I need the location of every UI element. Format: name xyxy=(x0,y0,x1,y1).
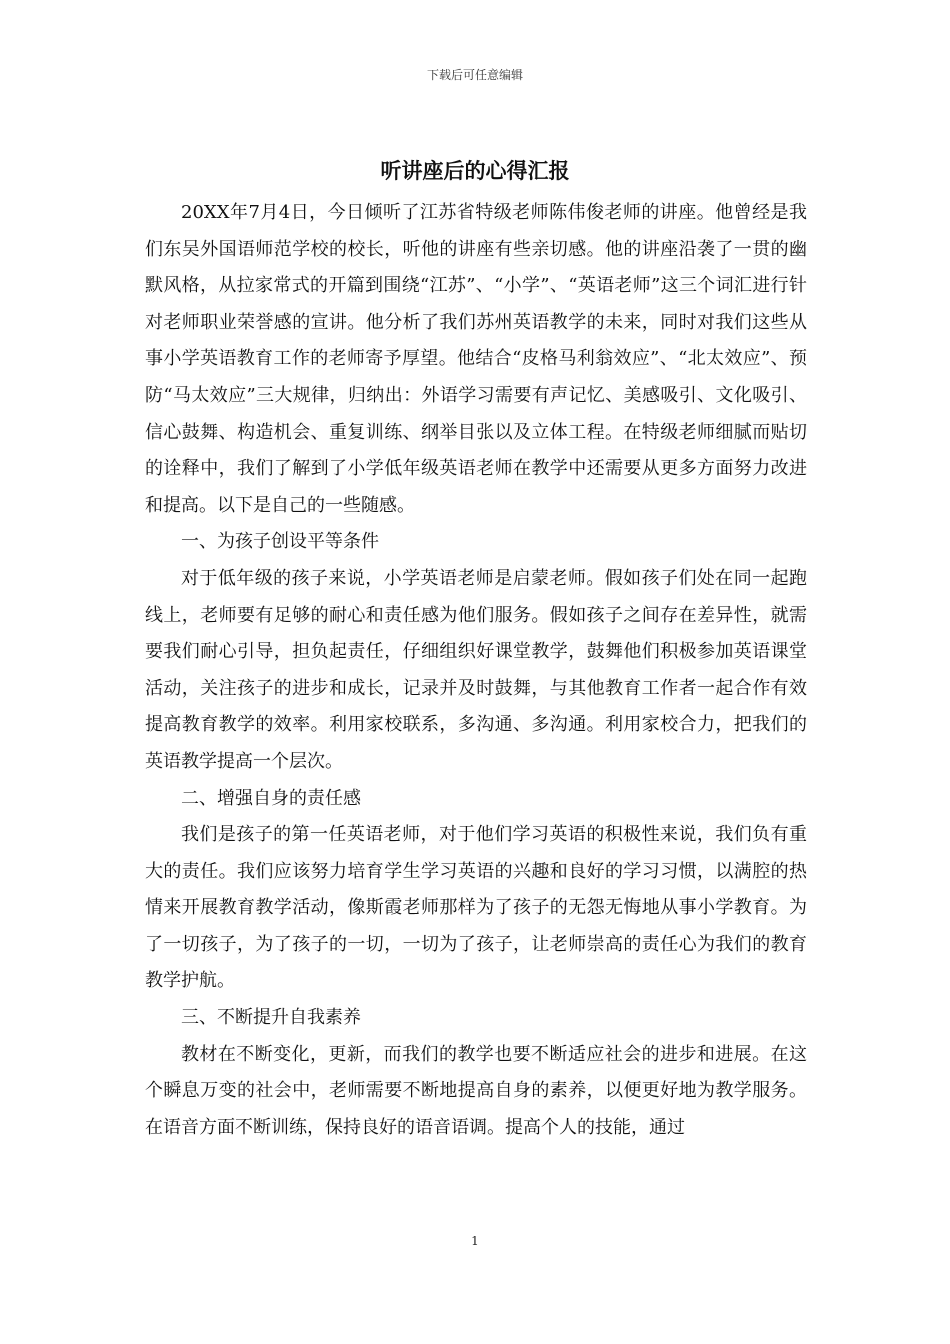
page-header-note: 下载后可任意编辑 xyxy=(426,68,523,82)
document-body xyxy=(145,195,807,1146)
section-paragraph-3: 教材在不断变化，更新，而我们的教学也要不断适应社会的进步和进展。在这个瞬息万变的社会中，老师需要不断地提高自身的素养，以便更好地为教学服务。在语音方面不断训练，保持良好的语音语调。提高个人的技能，通过 xyxy=(145,1043,807,1138)
section-heading-3: 三、不断提升自我素养 xyxy=(181,1007,361,1029)
section-paragraph-2: 我们是孩子的第一任英语老师，对于他们学习英语的积极性来说，我们负有重大的责任。我们应该努力培育学生学习英语的兴趣和良好的学习习惯，以满腔的热情来开展教育教学活动，像斯霞老师那样为了孩子的无怨无悔地从事小学教育。为了一切孩子，为了孩子的一切，一切为了孩子，让老师崇高的责任心为我们的教育教学护航。 xyxy=(145,824,807,992)
page-number: 1 xyxy=(471,1234,479,1248)
document-title: 听讲座后的心得汇报 xyxy=(380,158,570,183)
intro-paragraph: 20XX年7月4日，今日倾听了江苏省特级老师陈伟俊老师的讲座。他曾经是我们东吴外国语师范学校的校长，听他的讲座有些亲切感。他的讲座沿袭了一贯的幽默风格，从拉家常式的开篇到围绕“江苏”、“小学”、“英语老师”这三个词汇进行针对老师职业荣誉感的宣讲。他分析了我们苏州英语教学的未来，同时对我们这些从事小学英语教育工作的老师寄予厚望。他结合“皮格马利翁效应”、“北太效应”、预防“马太效应”三大规律，归纳出：外语学习需要有声记忆、美感吸引、文化吸引、信心鼓舞、构造机会、重复训练、纲举目张以及立体工程。在特级老师细腻而贴切的诠释中，我们了解到了小学低年级英语老师在教学中还需要从更多方面努力改进和提高。以下是自己的一些随感。 xyxy=(145,202,807,516)
section-heading-1: 一、为孩子创设平等条件 xyxy=(181,531,379,553)
section-heading-2: 二、增强自身的责任感 xyxy=(181,787,361,809)
section-paragraph-1: 对于低年级的孩子来说，小学英语老师是启蒙老师。假如孩子们处在同一起跑线上，老师要有足够的耐心和责任感为他们服务。假如孩子之间存在差异性，就需要我们耐心引导，担负起责任，仔细组织好课堂教学，鼓舞他们积极参加英语课堂活动，关注孩子的进步和成长，记录并及时鼓舞，与其他教育工作者一起合作有效提高教育教学的效率。利用家校联系，多沟通、多沟通。利用家校合力，把我们的英语教学提高一个层次。 xyxy=(145,567,807,772)
